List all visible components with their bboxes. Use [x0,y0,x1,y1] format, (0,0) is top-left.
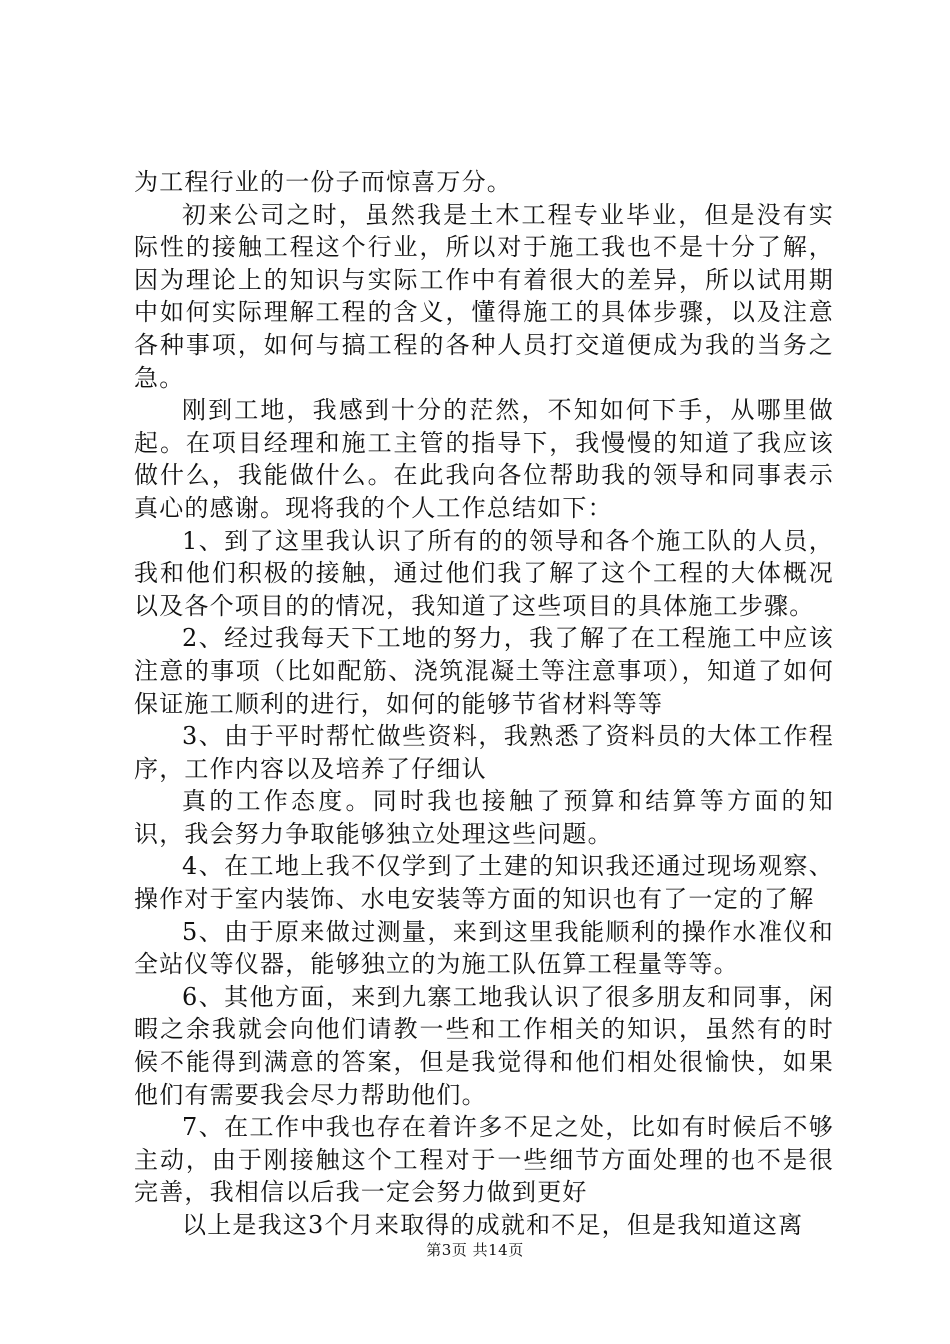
paragraph-12: 以上是我这3个月来取得的成就和不足，但是我知道这离 [182,1211,804,1239]
document-body [134,166,834,1242]
page-footer: 第3页 共14页 [426,1241,524,1259]
paragraph-7: 真的工作态度。同时我也接触了预算和结算等方面的知识，我会努力争取能够独立处理这些问题。 [134,787,834,848]
paragraph-8: 4、在工地上我不仅学到了土建的知识我还通过现场观察、操作对于室内装饰、水电安装等方面的知识也有了一定的了解 [134,852,834,914]
paragraph-3: 刚到工地，我感到十分的茫然，不知如何下手，从哪里做起。在项目经理和施工主管的指导下，我慢慢的知道了我应该做什么，我能做什么。在此我向各位帮助我的领导和同事表示真心的感谢。现将我的个人工作总结如下： [134,396,834,522]
paragraph-10: 6、其他方面，来到九寨工地我认识了很多朋友和同事，闲暇之余我就会向他们请教一些和工作相关的知识，虽然有的时候不能得到满意的答案，但是我觉得和他们相处很愉快，如果他们有需要我会尽力帮助他们。 [134,982,834,1109]
paragraph-2: 初来公司之时，虽然我是土木工程专业毕业，但是没有实际性的接触工程这个行业，所以对于施工我也不是十分了解，因为理论上的知识与实际工作中有着很大的差异，所以试用期中如何实际理解工程的含义，懂得施工的具体步骤，以及注意各种事项，如何与搞工程的各种人员打交道便成为我的当务之急。 [134,200,834,392]
paragraph-11: 7、在工作中我也存在着许多不足之处，比如有时候后不够主动，由于刚接触这个工程对于一些细节方面处理的也不是很完善，我相信以后我一定会努力做到更好 [134,1113,834,1207]
paragraph-9: 5、由于原来做过测量，来到这里我能顺利的操作水准仪和全站仪等仪器，能够独立的为施工队伍算工程量等等。 [134,917,834,979]
paragraph-1: 为工程行业的一份子而惊喜万分。 [134,168,512,196]
paragraph-6: 3、由于平时帮忙做些资料，我熟悉了资料员的大体工作程序，工作内容以及培养了仔细认 [134,722,834,783]
paragraph-5: 2、经过我每天下工地的努力，我了解了在工程施工中应该注意的事项（比如配筋、浇筑混凝土等注意事项），知道了如何保证施工顺利的进行，如何的能够节省材料等等 [134,624,834,718]
paragraph-4: 1、到了这里我认识了所有的的领导和各个施工队的人员，我和他们积极的接触，通过他们我了解了这个工程的大体概况以及各个项目的的情况，我知道了这些项目的具体施工步骤。 [134,526,834,620]
